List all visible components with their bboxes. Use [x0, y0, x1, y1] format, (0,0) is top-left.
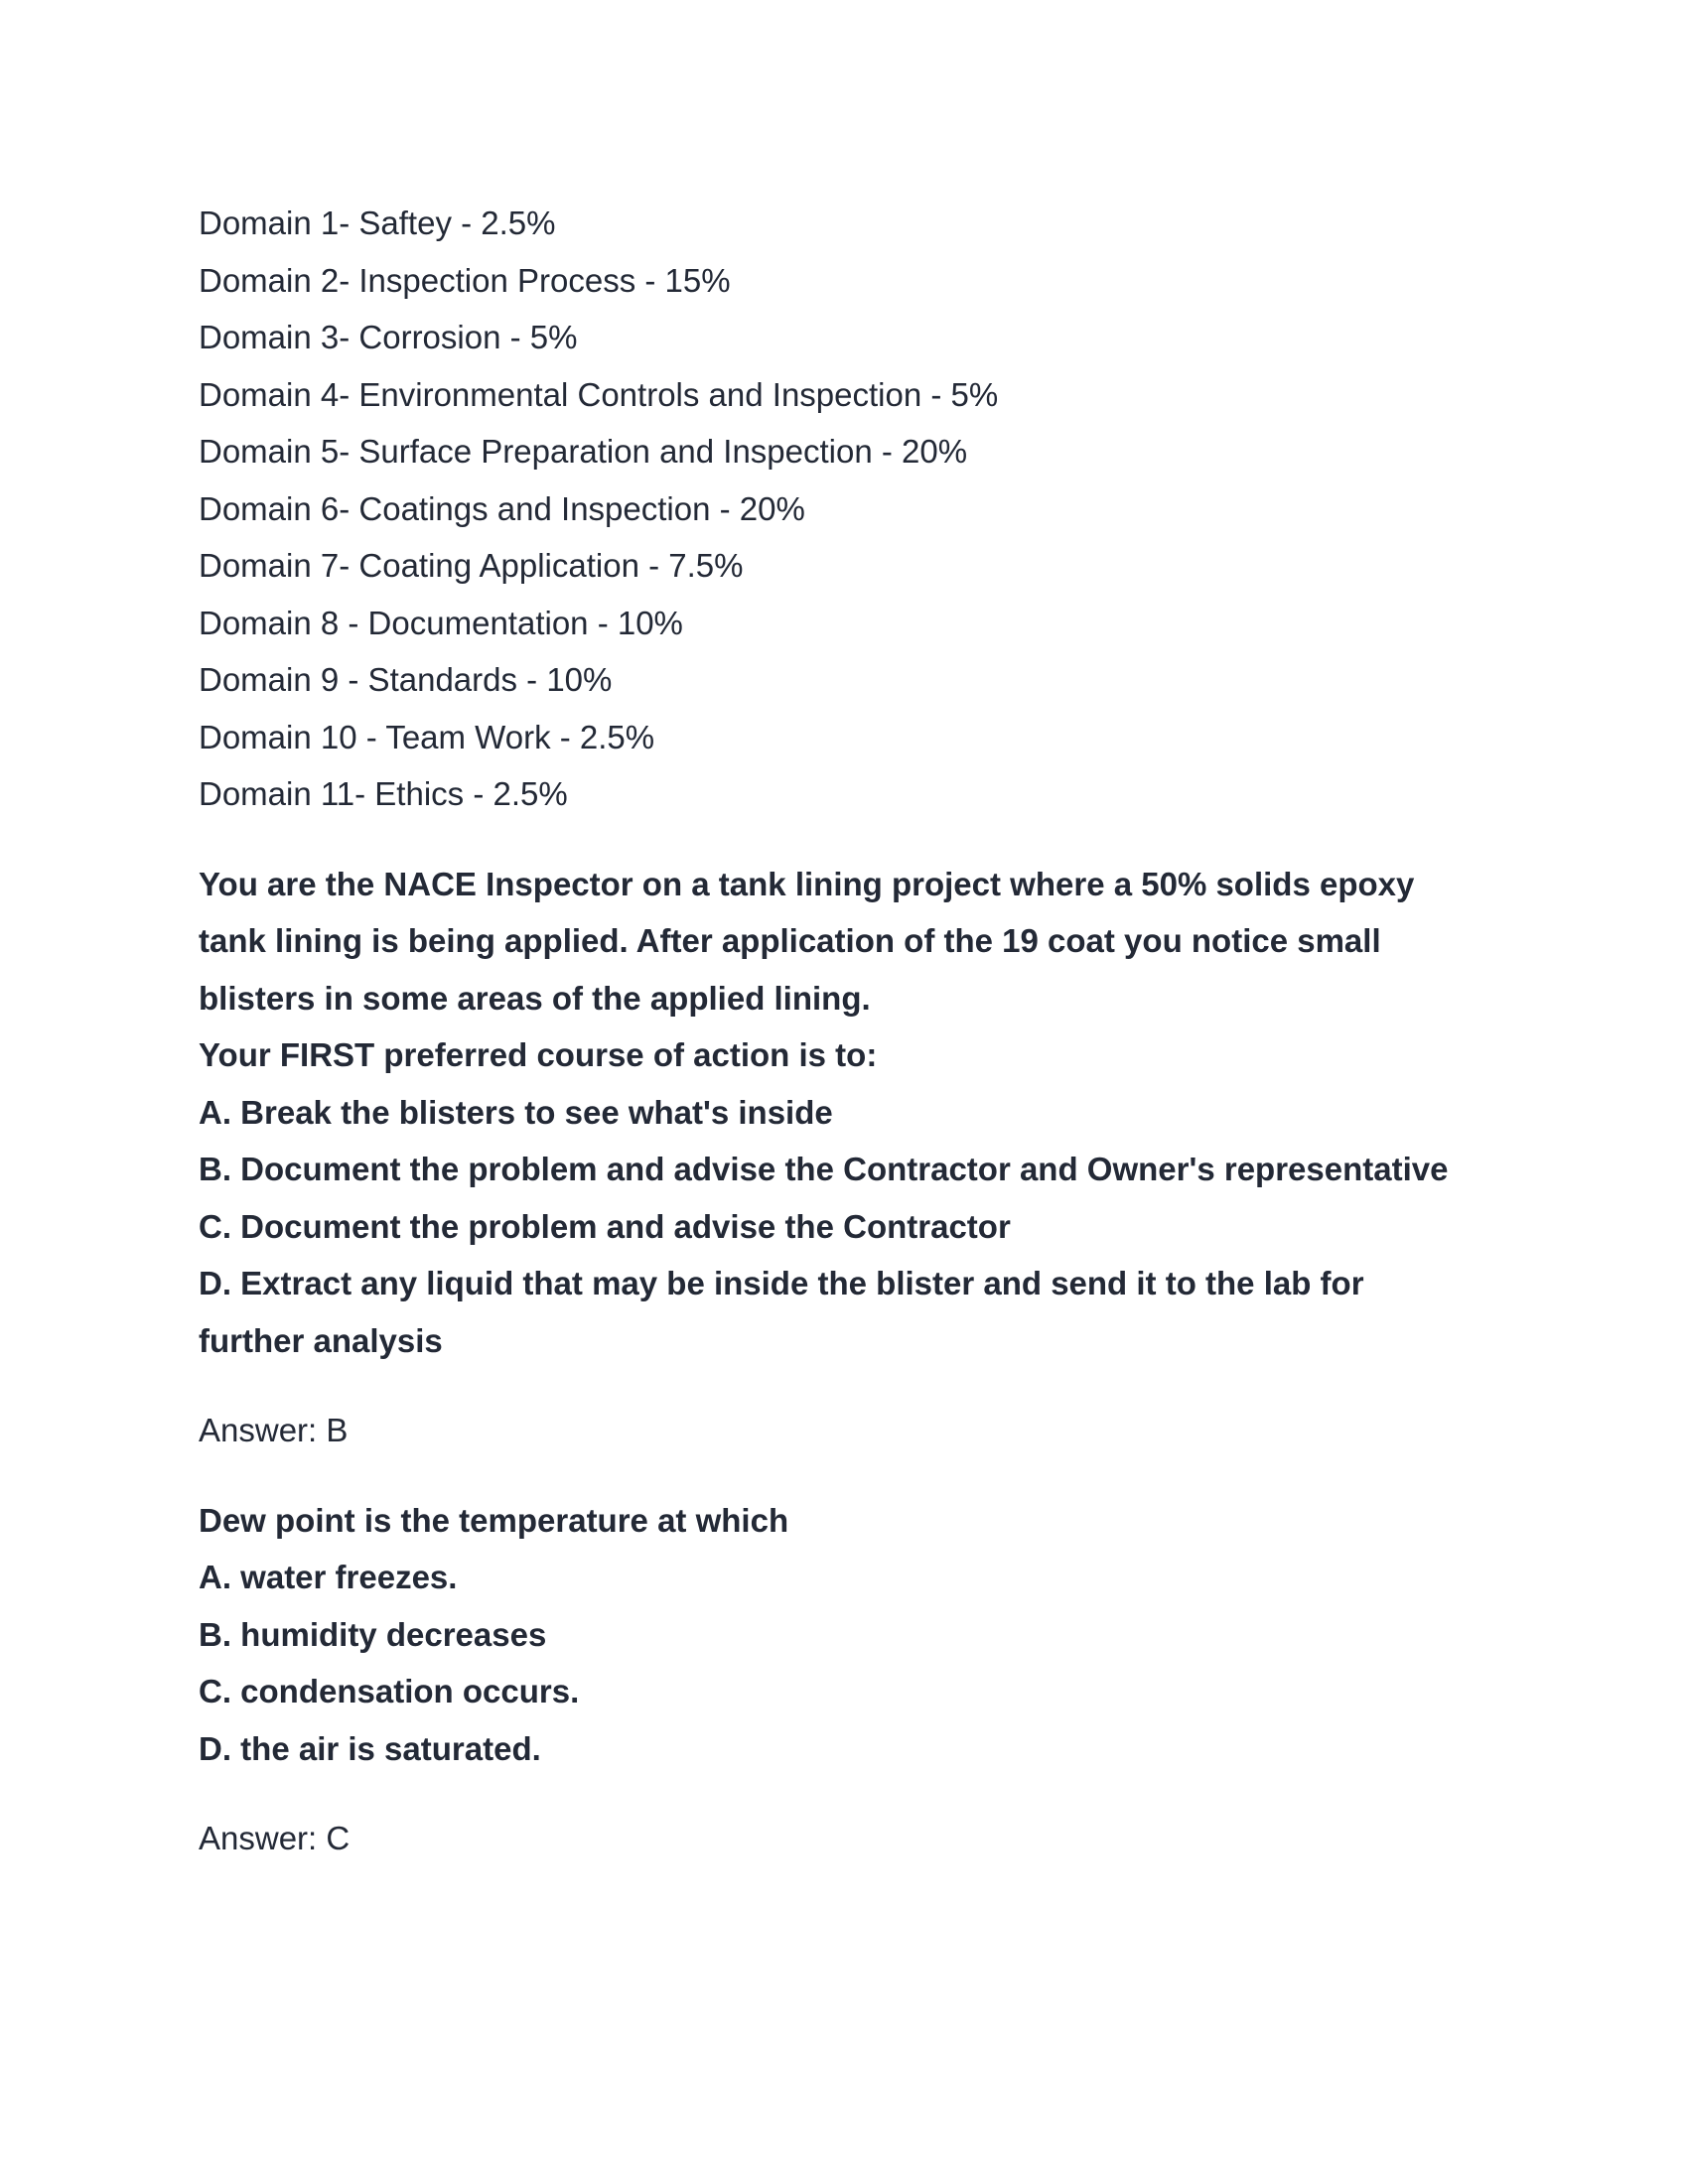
domain-item: Domain 2- Inspection Process - 15%: [199, 261, 731, 299]
question-2-option-a: A. water freezes.: [199, 1559, 458, 1595]
domain-item: Domain 9 - Standards - 10%: [199, 661, 613, 698]
question-1-option-b: B. Document the problem and advise the Contractor and Owner's representative: [199, 1151, 1449, 1187]
question-1-option-d-continued: further analysis: [199, 1321, 443, 1359]
domain-list: [199, 195, 1489, 823]
question-2-option-c: C. condensation occurs.: [199, 1673, 580, 1709]
domain-item: Domain 7- Coating Application - 7.5%: [199, 547, 744, 584]
domain-item: Domain 8 - Documentation - 10%: [199, 604, 683, 641]
domain-item: Domain 3- Corrosion - 5%: [199, 319, 578, 355]
question-1-answer: [199, 1402, 1489, 1459]
domain-item: Domain 10 - Team Work - 2.5%: [199, 718, 655, 755]
question-1-option-c: C. Document the problem and advise the Contractor: [199, 1207, 1011, 1245]
domain-item: Domain 6- Coatings and Inspection - 20%: [199, 489, 805, 527]
question-1-stem-line: You are the NACE Inspector on a tank lining project where a 50% solids epoxy: [199, 865, 1415, 902]
domain-item: Domain 4- Environmental Controls and Inspection - 5%: [199, 375, 999, 413]
question-2-option-d: D. the air is saturated.: [199, 1729, 541, 1767]
domain-item: Domain 5- Surface Preparation and Inspection - 20%: [199, 433, 968, 470]
domain-item: Domain 11- Ethics - 2.5%: [199, 775, 568, 812]
question-2: [199, 1492, 1489, 1778]
question-1-stem-line: tank lining is being applied. After application of the 19 coat you notice small: [199, 922, 1381, 959]
question-1: [199, 856, 1489, 1370]
question-2-stem: Dew point is the temperature at which: [199, 1501, 789, 1539]
question-1-option-d: D. Extract any liquid that may be inside the blister and send it to the lab for: [199, 1265, 1364, 1301]
answer-text: Answer: C: [199, 1820, 351, 1856]
domain-item: Domain 1- Saftey - 2.5%: [199, 205, 556, 241]
document-page: [199, 195, 1489, 1867]
question-1-prompt: Your FIRST preferred course of action is to:: [199, 1036, 878, 1073]
question-2-answer: [199, 1810, 1489, 1867]
question-1-option-a: A. Break the blisters to see what's inside: [199, 1093, 833, 1131]
question-1-stem-line: blisters in some areas of the applied lining.: [199, 979, 871, 1017]
answer-text: Answer: B: [199, 1412, 349, 1448]
question-2-option-b: B. humidity decreases: [199, 1615, 547, 1653]
